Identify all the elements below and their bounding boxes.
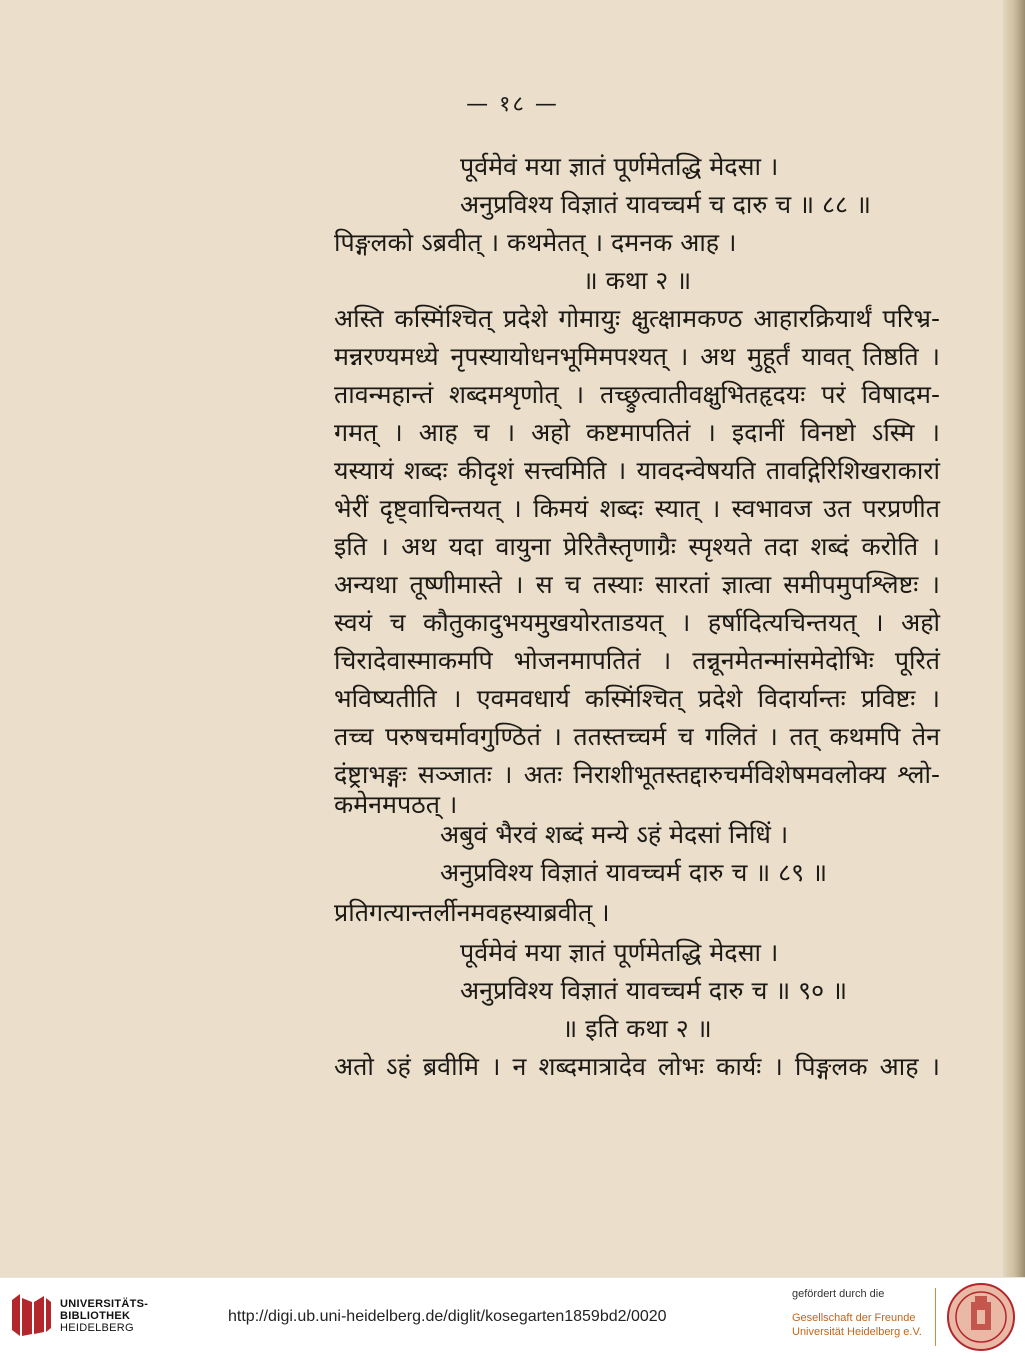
text-line: गमत् । आह च । अहो कष्टमापतितं । इदानीं विनष्टो ऽस्मि । [334, 418, 940, 447]
text-line: पिङ्गलको ऽब्रवीत् । कथमेतत् । दमनक आह । [334, 228, 737, 257]
text-line: यस्यायं शब्दः कीदृशं सत्त्वमिति । यावदन्वेषयति तावद्गिरिशिखराकारां [334, 456, 940, 485]
text-line: भविष्यतीति । एवमवधार्य कस्मिंश्चित् प्रदेशे विदार्यान्तः प्रविष्टः । [334, 684, 940, 713]
text-line: कमेनमपठत् । [334, 790, 458, 819]
page-number: — १८ — [466, 92, 559, 117]
viewer-footer [0, 1277, 1025, 1356]
text-line: तच्च परुषचर्मावगुण्ठितं । ततस्तच्चर्म च गलितं । तत् कथमपि तेन [334, 722, 940, 751]
text-line: अनुप्रविश्य विज्ञातं यावच्चर्म दारु च ॥ ८९ ॥ [440, 858, 828, 887]
sponsor-divider [935, 1288, 936, 1346]
text-line: पूर्वमेवं मया ज्ञातं पूर्णमेतद्धि मेदसा । [460, 152, 779, 181]
sponsor-label: gefördert durch die [792, 1288, 885, 1300]
text-line: अबुवं भैरवं शब्दं मन्ये ऽहं मेदसां निधिं । [440, 820, 789, 849]
text-line: अनुप्रविश्य विज्ञातं यावच्चर्म च दारु च ॥ ८८ ॥ [460, 190, 871, 219]
text-line: अनुप्रविश्य विज्ञातं यावच्चर्म दारु च ॥ ९० ॥ [460, 976, 848, 1005]
university-library-logo-icon [10, 1292, 52, 1338]
institution-name: UNIVERSITÄTS- BIBLIOTHEK HEIDELBERG [60, 1298, 149, 1334]
text-line: पूर्वमेवं मया ज्ञातं पूर्णमेतद्धि मेदसा । [460, 938, 779, 967]
text-line: अस्ति कस्मिंश्चित् प्रदेशे गोमायुः क्षुत्क्षामकण्ठ आहारक्रियार्थं परिभ्र- [334, 304, 940, 333]
story-end-heading: ॥ इति कथा २ ॥ [562, 1014, 712, 1043]
sponsor-name[interactable]: Gesellschaft der Freunde Universität Heidelberg e.V. [792, 1312, 922, 1338]
text-line: तावन्महान्तं शब्दमशृणोत् । तच्छ्रुत्वातीवक्षुभितहृदयः परं विषादम- [334, 380, 940, 409]
text-line: दंष्ट्राभङ्गः सञ्जातः । अतः निराशीभूतस्तद्दारुचर्मविशेषमवलोक्य श्लो- [334, 760, 940, 789]
text-line: भेरीं दृष्ट्वाचिन्तयत् । किमयं शब्दः स्यात् । स्वभावज उत परप्रणीत [334, 494, 940, 523]
page-edge-shadow [1003, 0, 1025, 1277]
text-line: चिरादेवास्माकमपि भोजनमापतितं । तन्नूनमेतन्मांसमेदोभिः पूरितं [334, 646, 940, 675]
text-line: स्वयं च कौतुकादुभयमुखयोरताडयत् । हर्षादित्यचिन्तयत् । अहो [334, 608, 940, 637]
story-heading: ॥ कथा २ ॥ [582, 266, 692, 295]
text-line: इति । अथ यदा वायुना प्रेरितैस्तृणाग्रैः स्पृश्यते तदा शब्दं करोति । [334, 532, 940, 561]
text-line: मन्नरण्यमध्ये नृपस्यायोधनभूमिमपश्यत् । अथ मुहूर्तं यावत् तिष्ठति । [334, 342, 940, 371]
permalink-url[interactable]: http://digi.ub.uni-heidelberg.de/diglit/kosegarten1859bd2/0020 [228, 1308, 667, 1325]
text-line: अन्यथा तूष्णीमास्ते । स च तस्याः सारतां ज्ञात्वा समीपमुपश्लिष्टः । [334, 570, 940, 599]
text-line: प्रतिगत्यान्तर्लीनमवहस्याब्रवीत् । [334, 898, 610, 927]
text-line: अतो ऽहं ब्रवीमि । न शब्दमात्रादेव लोभः कार्यः । पिङ्गलक आह । [334, 1052, 940, 1081]
university-seal-icon [946, 1282, 1016, 1352]
